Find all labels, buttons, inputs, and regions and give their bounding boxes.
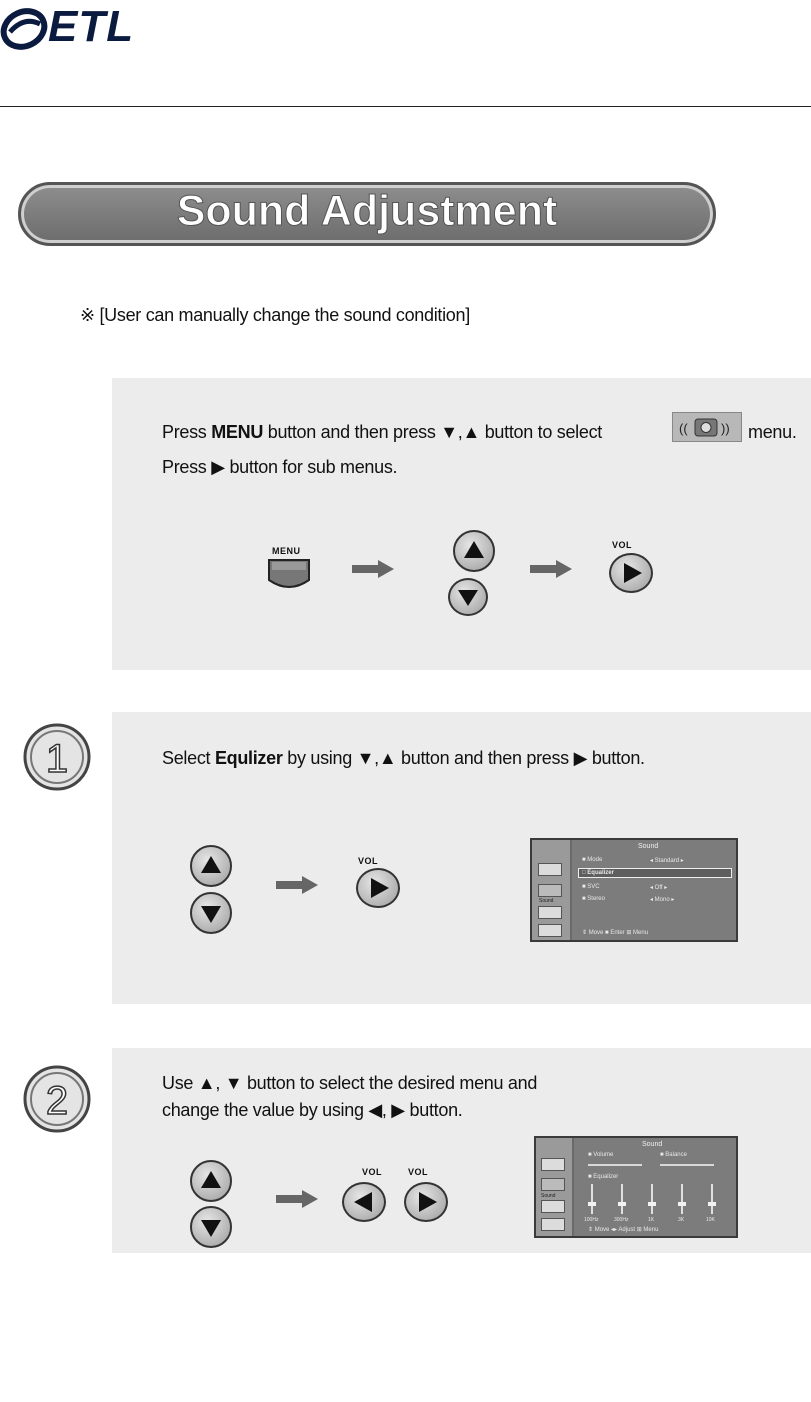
osd-row-equalizer: □ Equalizer xyxy=(582,870,614,876)
setup-icon xyxy=(541,1218,565,1231)
step1-text-c: by using ▼,▲ button and then press ▶ button. xyxy=(282,748,645,768)
svg-text:)): )) xyxy=(721,421,730,436)
step2-line1: Use ▲, ▼ button to select the desired menu and xyxy=(162,1073,538,1093)
band-100hz: 100Hz xyxy=(584,1217,599,1223)
menu-suffix: menu. xyxy=(748,422,797,442)
vol-label: VOL xyxy=(612,540,633,550)
logo-text: ETL xyxy=(48,2,135,51)
osd-row-svc-value: ◂ Off ▸ xyxy=(650,885,668,891)
step-number-2-icon xyxy=(22,1064,92,1134)
equalizer-keyword: Equlizer xyxy=(214,748,283,768)
step-intro-line1 xyxy=(162,422,602,443)
osd-row-mode-value: ◂ Standard ▸ xyxy=(650,858,684,864)
vol-right-button[interactable] xyxy=(609,553,653,593)
channel-icon xyxy=(538,906,562,919)
arrow-right-icon xyxy=(276,1190,318,1208)
intro-note: ※ [User can manually change the sound condition] xyxy=(80,305,470,325)
band-3k: 3K xyxy=(678,1217,685,1223)
osd-equalizer-label: ■ Equalizer xyxy=(588,1174,619,1180)
svg-text:((: (( xyxy=(679,421,688,436)
etl-logo-mark-icon xyxy=(0,2,48,54)
down-button[interactable] xyxy=(190,892,232,934)
osd-balance-label: ■ Balance xyxy=(660,1152,687,1158)
vol-right-label: VOL xyxy=(408,1167,429,1177)
sound-icon xyxy=(538,884,562,897)
menu-button-label: MENU xyxy=(272,546,301,556)
osd-footer: ⇕ Move ■ Enter ⊞ Menu xyxy=(582,930,649,936)
step-number-1-icon xyxy=(22,722,92,792)
vol-label: VOL xyxy=(358,856,379,866)
up-button[interactable] xyxy=(190,845,232,887)
osd-side-label: Sound xyxy=(541,1193,556,1199)
sound-menu-osd xyxy=(530,838,738,942)
step-intro-line2: Press ▶ button for sub menus. xyxy=(162,457,398,477)
arrow-right-icon xyxy=(352,560,394,578)
step1-text-a: Select xyxy=(162,748,215,768)
equalizer-osd xyxy=(534,1136,738,1238)
balance-slider xyxy=(660,1164,714,1166)
vol-left-label: VOL xyxy=(362,1167,383,1177)
vol-left-button[interactable] xyxy=(342,1182,386,1222)
sound-icon xyxy=(541,1178,565,1191)
osd-footer: ⇕ Move ◂▸ Adjust ⊞ Menu xyxy=(588,1227,659,1233)
arrow-right-icon xyxy=(276,876,318,894)
osd-row-mode: ■ Mode xyxy=(582,857,603,863)
down-button[interactable] xyxy=(190,1206,232,1248)
osd-row-stereo-value: ◂ Mono ▸ xyxy=(650,897,675,903)
osd-row-svc: ■ SVC xyxy=(582,884,600,890)
arrow-right-icon xyxy=(530,560,572,578)
svg-text:2: 2 xyxy=(45,1079,69,1123)
vol-right-button[interactable] xyxy=(404,1182,448,1222)
menu-button[interactable] xyxy=(266,556,312,594)
step-intro-text-c: button and then press ▼,▲ button to select xyxy=(263,422,602,442)
step1-instruction xyxy=(162,748,645,769)
osd-row-stereo: ■ Stereo xyxy=(582,896,605,902)
setup-icon xyxy=(538,924,562,937)
band-1k: 1K xyxy=(648,1217,655,1223)
svg-text:1: 1 xyxy=(45,737,69,781)
volume-slider xyxy=(588,1164,642,1166)
band-10k: 10K xyxy=(706,1217,715,1223)
step-intro-text-a: Press xyxy=(162,422,212,442)
osd-title: Sound xyxy=(642,1141,663,1148)
equalizer-sliders xyxy=(584,1182,730,1216)
section-title-banner xyxy=(18,182,716,246)
picture-icon xyxy=(541,1158,565,1171)
etl-logo xyxy=(0,2,160,54)
page-title: Sound Adjustment xyxy=(176,187,558,235)
up-button[interactable] xyxy=(190,1160,232,1202)
osd-volume-label: ■ Volume xyxy=(588,1152,614,1158)
osd-title: Sound xyxy=(638,843,659,850)
picture-icon xyxy=(538,863,562,876)
menu-keyword: MENU xyxy=(211,422,264,442)
osd-side-label: Sound xyxy=(539,898,554,904)
sound-menu-icon xyxy=(672,412,742,442)
up-button[interactable] xyxy=(453,530,495,572)
step2-line2: change the value by using ◀, ▶ button. xyxy=(162,1100,463,1120)
channel-icon xyxy=(541,1200,565,1213)
vol-right-button[interactable] xyxy=(356,868,400,908)
down-button[interactable] xyxy=(448,578,488,616)
band-300hz: 300Hz xyxy=(614,1217,629,1223)
header-divider xyxy=(0,106,811,107)
